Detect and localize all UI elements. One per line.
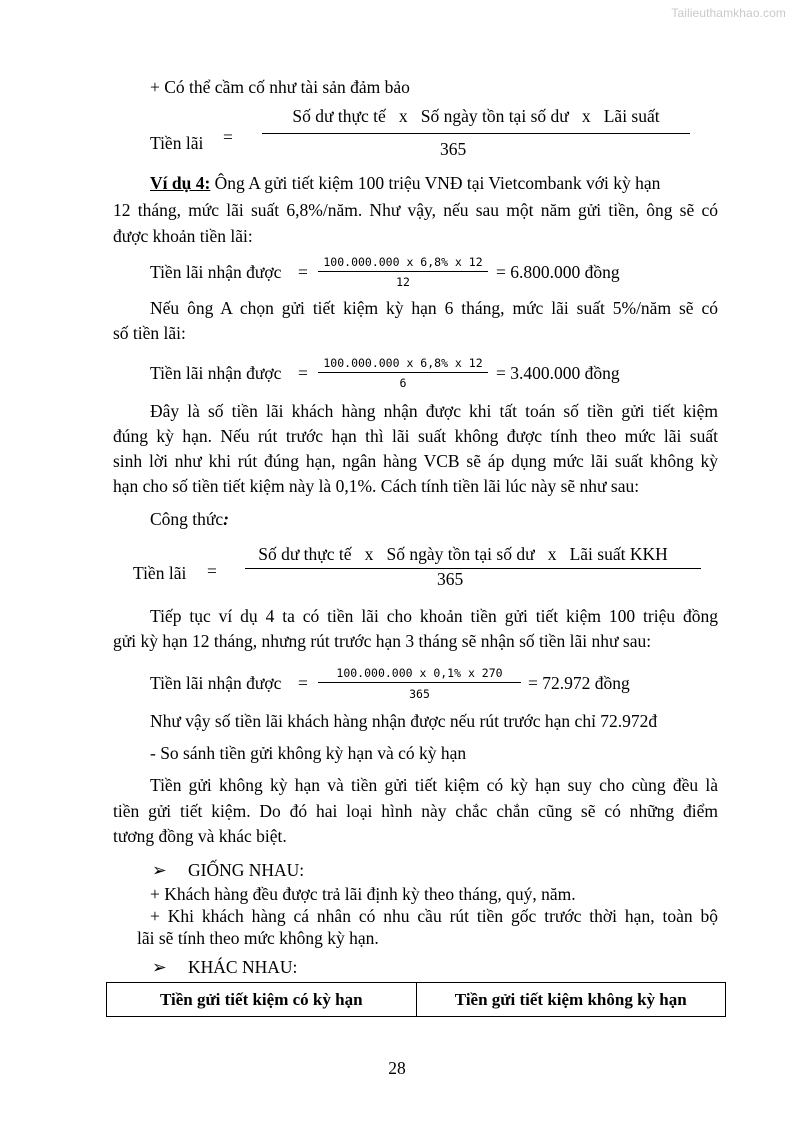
calc2-numerator: 100.000.000 x 6,8% x 12 — [323, 356, 483, 370]
calc3-denominator: 365 — [409, 687, 430, 701]
example4-line1 — [150, 173, 660, 194]
formula2-fraction — [226, 544, 700, 565]
calc3-bar — [318, 682, 521, 683]
para-early-line4: hạn cho số tiền tiết kiệm này là 0,1%. Cách tính tiền lãi lúc này sẽ như sau: — [113, 476, 640, 496]
para-6month-line1: Nếu ông A chọn gửi tiết kiệm kỳ hạn 6 tháng, mức lãi suất 5%/năm sẽ có — [150, 298, 718, 318]
calc1-equals: = — [298, 262, 308, 282]
formula-label-colon: : — [223, 509, 229, 529]
calc3-result: = 72.972 đồng — [528, 673, 630, 693]
similar-item1: + Khách hàng đều được trả lãi định kỳ theo tháng, quý, năm. — [150, 884, 576, 904]
compare-heading: - So sánh tiền gửi không kỳ hạn và có kỳ hạn — [150, 743, 467, 763]
calc1-numerator: 100.000.000 x 6,8% x 12 — [323, 255, 483, 269]
formula1-lhs: Tiền lãi — [150, 133, 204, 153]
formula2-bar — [245, 568, 701, 569]
formula-label — [150, 509, 229, 530]
watermark: Tailieuthamkhao.com — [671, 6, 786, 20]
para-compare-line2: tiền gửi tiết kiệm. Do đó hai loại hình này chắc chắn cũng sẽ có những điểm — [113, 801, 718, 821]
bullet-pledge: + Có thể cầm cố như tài sản đảm bảo — [150, 77, 410, 97]
calc2-result: = 3.400.000 đồng — [496, 363, 620, 383]
table-header-term: Tiền gửi tiết kiệm có kỳ hạn — [107, 983, 417, 1017]
para-continue-line2: gửi kỳ hạn 12 tháng, nhưng rút trước hạn 3 tháng sẽ nhận số tiền lãi như sau: — [113, 631, 652, 651]
calc2-equals: = — [298, 363, 308, 383]
similar-item2-line1: + Khi khách hàng cá nhân có nhu cầu rút tiền gốc trước thời hạn, toàn bộ — [150, 906, 718, 926]
para-compare-line1: Tiền gửi không kỳ hạn và tiền gửi tiết kiệm có kỳ hạn suy cho cùng đều là — [150, 775, 718, 795]
formula-label-text: Công thức — [150, 509, 224, 529]
similar-item2-line2: lãi sẽ tính theo mức không kỳ hạn. — [137, 928, 379, 948]
para-6month-line2: số tiền lãi: — [113, 323, 186, 343]
example4-text: Ông A gửi tiết kiệm 100 triệu VNĐ tại Vietcombank với kỳ hạn — [210, 173, 661, 193]
formula1-equals: = — [223, 127, 233, 147]
table-header-nonterm: Tiền gửi tiết kiệm không kỳ hạn — [416, 983, 726, 1017]
page-number: 28 — [388, 1058, 406, 1078]
calc1-denominator: 12 — [396, 275, 410, 289]
conclusion: Như vậy số tiền lãi khách hàng nhận được nếu rút trước hạn chỉ 72.972đ — [150, 711, 658, 731]
table-header-row — [107, 983, 726, 1017]
para-compare-line3: tương đồng và khác biệt. — [113, 826, 287, 846]
formula2-numerator: Số dư thực tế x Số ngày tồn tại số dư x Lãi suất KKH — [258, 544, 668, 564]
formula2-equals: = — [207, 561, 217, 581]
formula1-denominator: 365 — [440, 139, 467, 159]
example4-line2: 12 tháng, mức lãi suất 6,8%/năm. Như vậy, nếu sau một năm gửi tiền, ông sẽ có — [113, 200, 718, 220]
para-continue-line1: Tiếp tục ví dụ 4 ta có tiền lãi cho khoản tiền gửi tiết kiệm 100 triệu đồng — [150, 606, 718, 626]
example4-line3: được khoản tiền lãi: — [113, 226, 253, 246]
comparison-table — [106, 982, 726, 1017]
example4-label: Ví dụ 4: — [150, 173, 211, 193]
calc2-denominator: 6 — [399, 376, 407, 390]
calc3-label: Tiền lãi nhận được — [150, 673, 282, 693]
calc1-label: Tiền lãi nhận được — [150, 262, 282, 282]
formula1-fraction — [262, 106, 690, 127]
similar-marker-icon: ➢ — [152, 860, 167, 880]
calc3-equals: = — [298, 673, 308, 693]
formula2-denominator: 365 — [437, 569, 464, 589]
similar-heading: GIỐNG NHAU: — [188, 860, 305, 880]
formula2-lhs: Tiền lãi — [133, 563, 187, 583]
para-early-line3: sinh lời như khi rút đúng hạn, ngân hàng VCB sẽ áp dụng mức lãi suất không kỳ — [113, 451, 718, 471]
different-heading: KHÁC NHAU: — [188, 957, 298, 977]
para-early-line2: đúng kỳ hạn. Nếu rút trước hạn thì lãi suất không được tính theo mức lãi suất — [113, 426, 718, 446]
calc1-bar — [318, 271, 488, 272]
different-marker-icon: ➢ — [152, 957, 167, 977]
formula1-bar — [262, 133, 690, 134]
calc2-label: Tiền lãi nhận được — [150, 363, 282, 383]
calc3-numerator: 100.000.000 x 0,1% x 270 — [336, 666, 503, 680]
calc1-result: = 6.800.000 đồng — [496, 262, 620, 282]
para-early-line1: Đây là số tiền lãi khách hàng nhận được khi tất toán số tiền gửi tiết kiệm — [150, 401, 718, 421]
calc2-bar — [318, 372, 488, 373]
formula1-numerator: Số dư thực tế x Số ngày tồn tại số dư x Lãi suất — [292, 106, 660, 126]
